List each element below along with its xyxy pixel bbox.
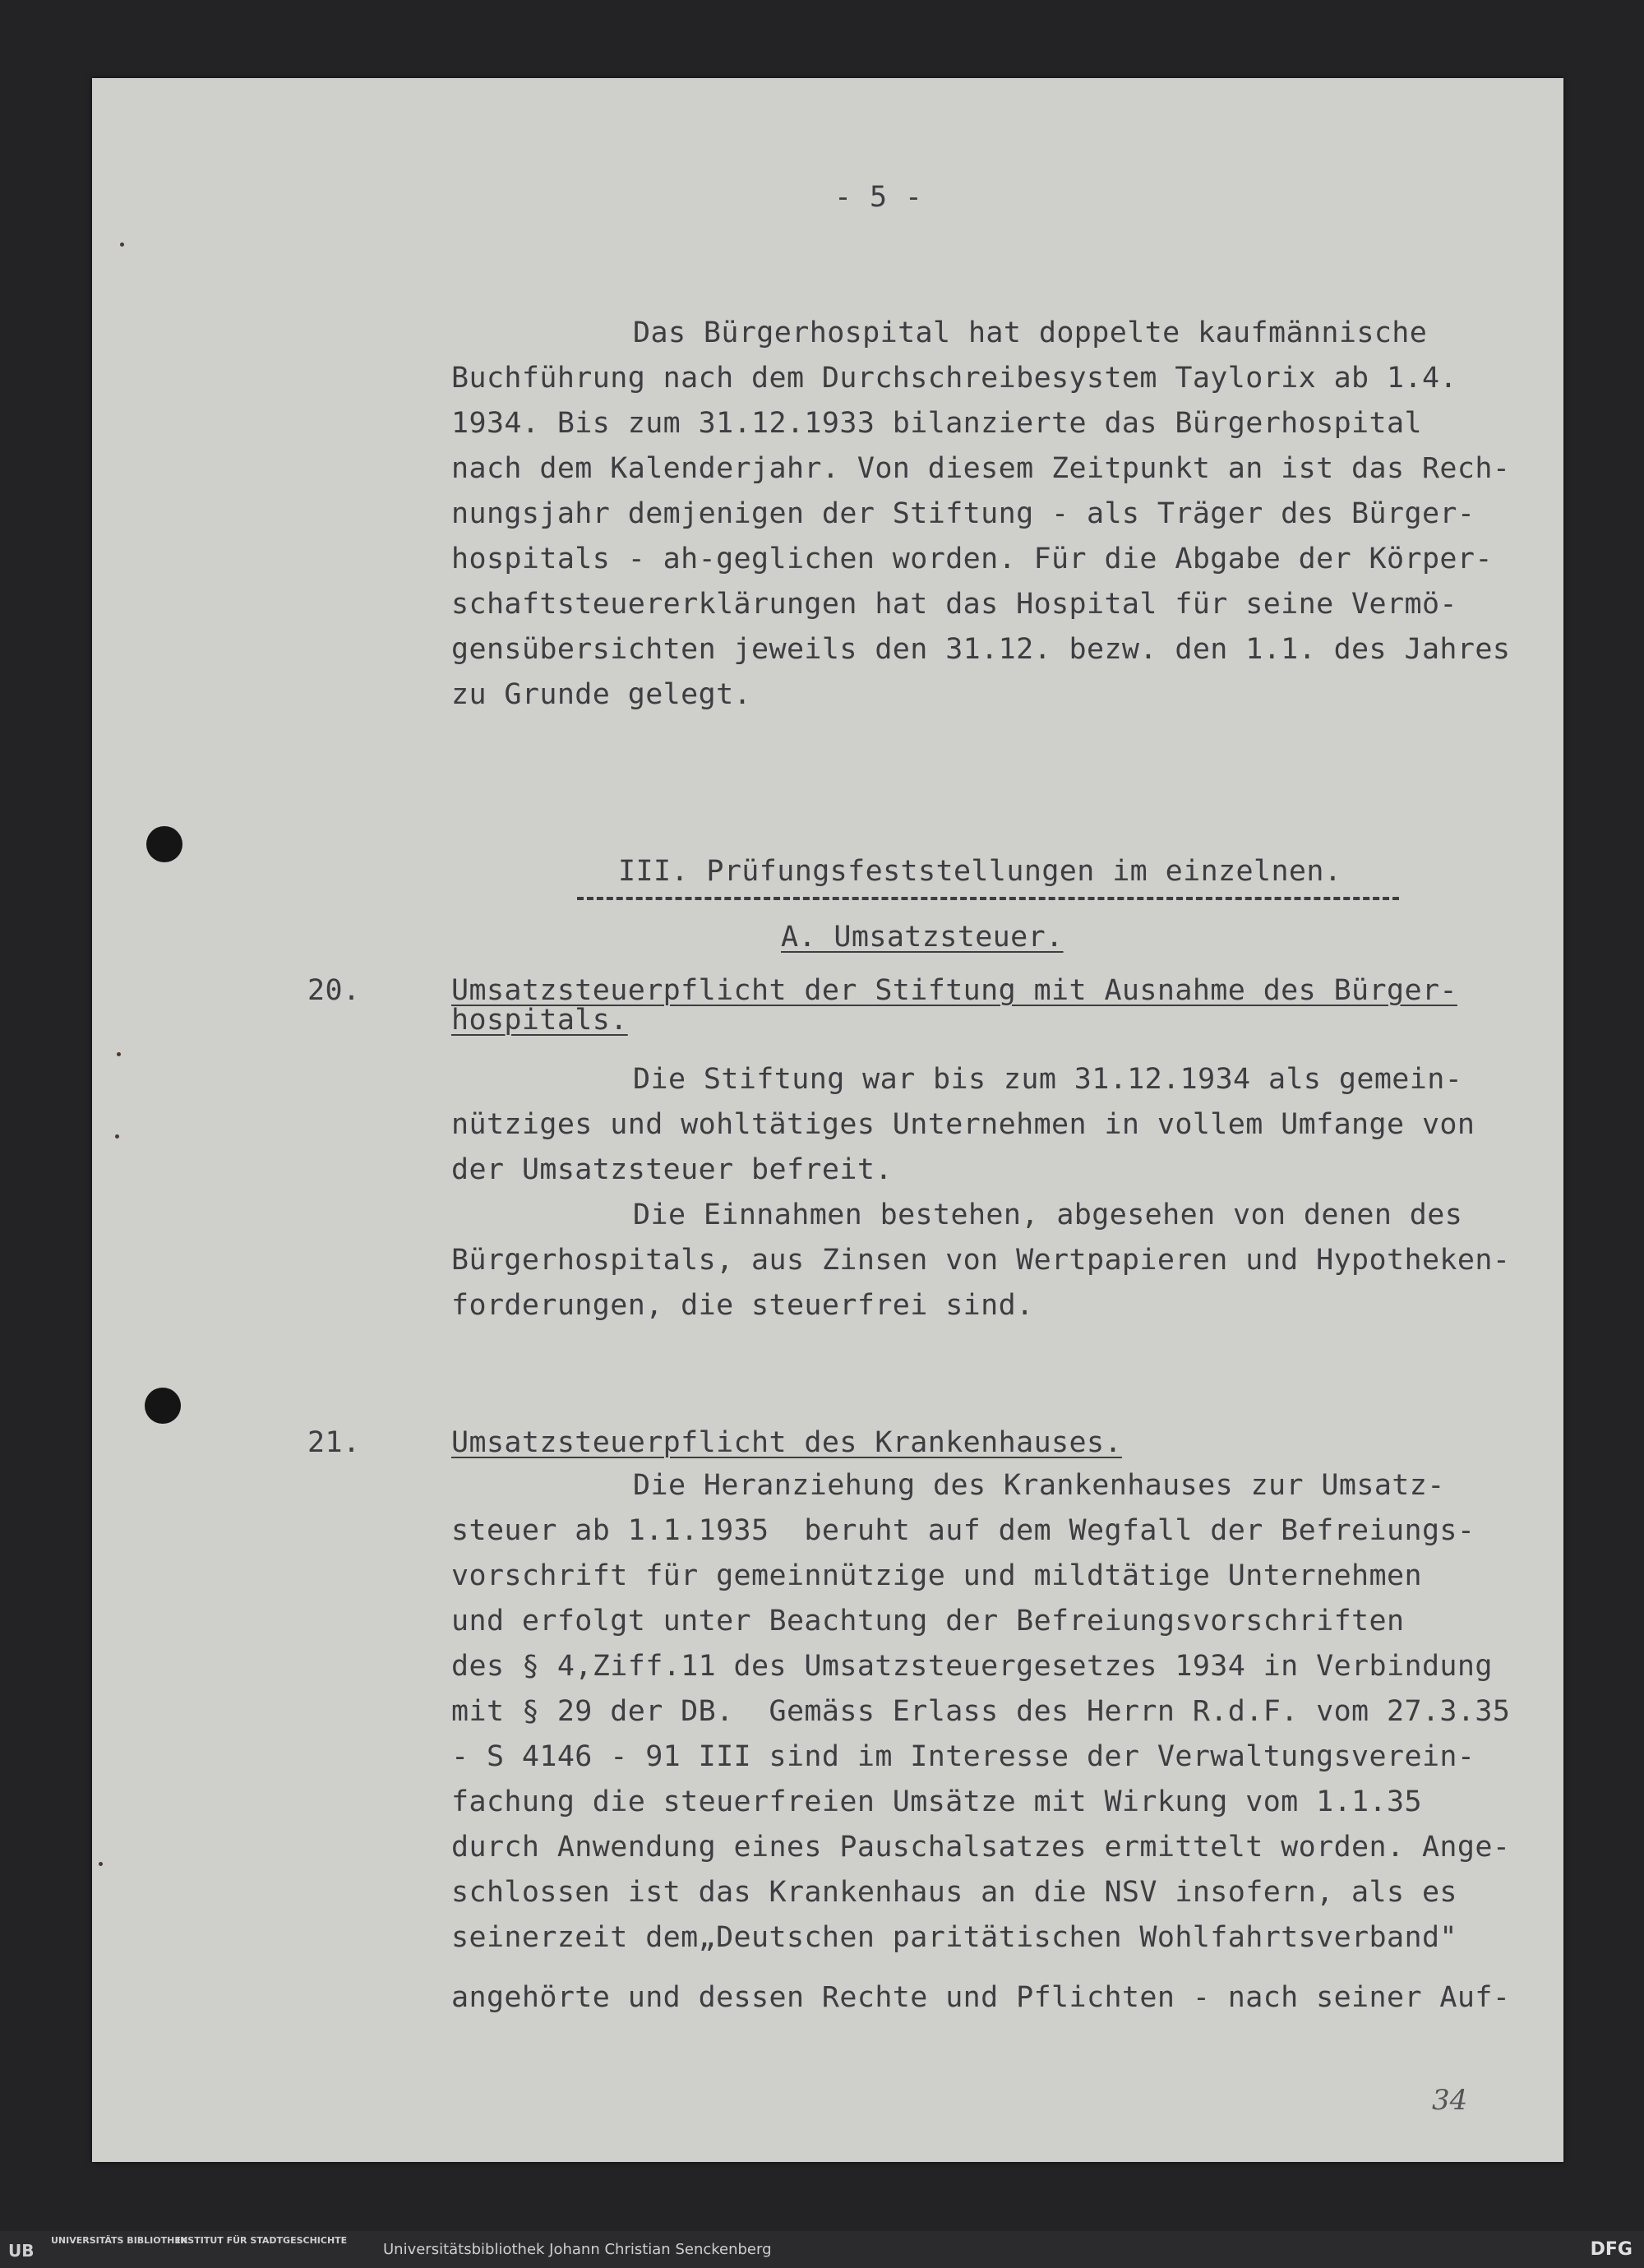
- subsection-heading: A. Umsatzsteuer.: [781, 921, 1064, 954]
- intro-line: gensübersichten jeweils den 31.12. bezw. den 1.1. des Jahres: [451, 633, 1511, 666]
- item-body-line: - S 4146 - 91 III sind im Interesse der Verwaltungsverein-: [451, 1740, 1475, 1773]
- item-body-line: fachung die steuerfreien Umsätze mit Wirkung vom 1.1.35: [451, 1785, 1422, 1818]
- item-body-line: forderungen, die steuerfrei sind.: [451, 1289, 1034, 1322]
- punch-hole: [146, 826, 182, 862]
- item-body-line: vorschrift für gemeinnützige und mildtätige Unternehmen: [451, 1559, 1422, 1592]
- item-body-line: seinerzeit dem„Deutschen paritätischen Wohlfahrtsverband": [451, 1921, 1457, 1954]
- intro-line: Das Bürgerhospital hat doppelte kaufmännische: [633, 316, 1428, 349]
- item-body-line: Die Heranziehung des Krankenhauses zur Umsatz-: [633, 1469, 1445, 1502]
- item-body-line: Die Stiftung war bis zum 31.12.1934 als gemein-: [633, 1063, 1463, 1096]
- intro-line: Buchführung nach dem Durchschreibesystem Taylorix ab 1.4.: [451, 362, 1457, 395]
- item-body-line: steuer ab 1.1.1935 beruht auf dem Wegfall der Befreiungs-: [451, 1514, 1475, 1547]
- paper-speck: [117, 1052, 121, 1056]
- intro-line: 1934. Bis zum 31.12.1933 bilanzierte das Bürgerhospital: [451, 407, 1422, 440]
- dfg-logo[interactable]: DFG: [1590, 2239, 1632, 2260]
- item-body-line: des § 4,Ziff.11 des Umsatzsteuergesetzes 1934 in Verbindung: [451, 1650, 1493, 1683]
- item-body-line: und erfolgt unter Beachtung der Befreiungsvorschriften: [451, 1605, 1405, 1637]
- paper-speck: [115, 1134, 119, 1139]
- section-heading-rule: [577, 897, 1399, 900]
- punch-hole: [145, 1388, 181, 1424]
- paper-speck: [120, 243, 124, 247]
- intro-line: nungsjahr demjenigen der Stiftung - als Träger des Bürger-: [451, 497, 1475, 530]
- item-body-line: nütziges und wohltätiges Unternehmen in vollem Umfange von: [451, 1108, 1475, 1141]
- intro-line: nach dem Kalenderjahr. Von diesem Zeitpunkt an ist das Rech-: [451, 452, 1511, 485]
- ub-logo[interactable]: UB: [8, 2241, 35, 2261]
- item-body-line: angehörte und dessen Rechte und Pflichten - nach seiner Auf-: [451, 1981, 1511, 2014]
- item-title-line: Umsatzsteuerpflicht der Stiftung mit Ausnahme des Bürger-: [451, 974, 1457, 1007]
- item-number: 21.: [307, 1426, 361, 1459]
- intro-line: schaftsteuererklärungen hat das Hospital für seine Vermö-: [451, 588, 1457, 621]
- item-body-line: Die Einnahmen bestehen, abgesehen von denen des: [633, 1199, 1463, 1231]
- item-body-line: Bürgerhospitals, aus Zinsen von Wertpapieren und Hypotheken-: [451, 1244, 1511, 1277]
- library-name: Universitätsbibliothek Johann Christian Senckenberg: [383, 2241, 772, 2258]
- item-body-line: schlossen ist das Krankenhaus an die NSV insofern, als es: [451, 1876, 1457, 1909]
- item-title-line: Umsatzsteuerpflicht des Krankenhauses.: [451, 1426, 1122, 1459]
- page-number: - 5 -: [834, 181, 923, 214]
- section-heading: III. Prüfungsfeststellungen im einzelnen.: [618, 855, 1342, 888]
- paper-speck: [99, 1862, 103, 1866]
- intro-line: zu Grunde gelegt.: [451, 678, 752, 711]
- item-body-line: der Umsatzsteuer befreit.: [451, 1153, 893, 1186]
- item-title-line: hospitals.: [451, 1004, 628, 1037]
- intro-line: hospitals - ah-geglichen worden. Für die Abgabe der Körper-: [451, 543, 1493, 575]
- document-page: [92, 78, 1563, 2162]
- ub-text: UNIVERSITÄTS BIBLIOTHEK: [51, 2235, 188, 2246]
- handwritten-note: 34: [1432, 2084, 1468, 2117]
- institute-text: INSTITUT FÜR STADTGESCHICHTE: [177, 2235, 348, 2246]
- item-body-line: durch Anwendung eines Pauschalsatzes ermittelt worden. Ange-: [451, 1831, 1511, 1864]
- item-number: 20.: [307, 974, 361, 1007]
- item-body-line: mit § 29 der DB. Gemäss Erlass des Herrn R.d.F. vom 27.3.35: [451, 1695, 1511, 1728]
- footer-bar: [0, 2231, 1644, 2268]
